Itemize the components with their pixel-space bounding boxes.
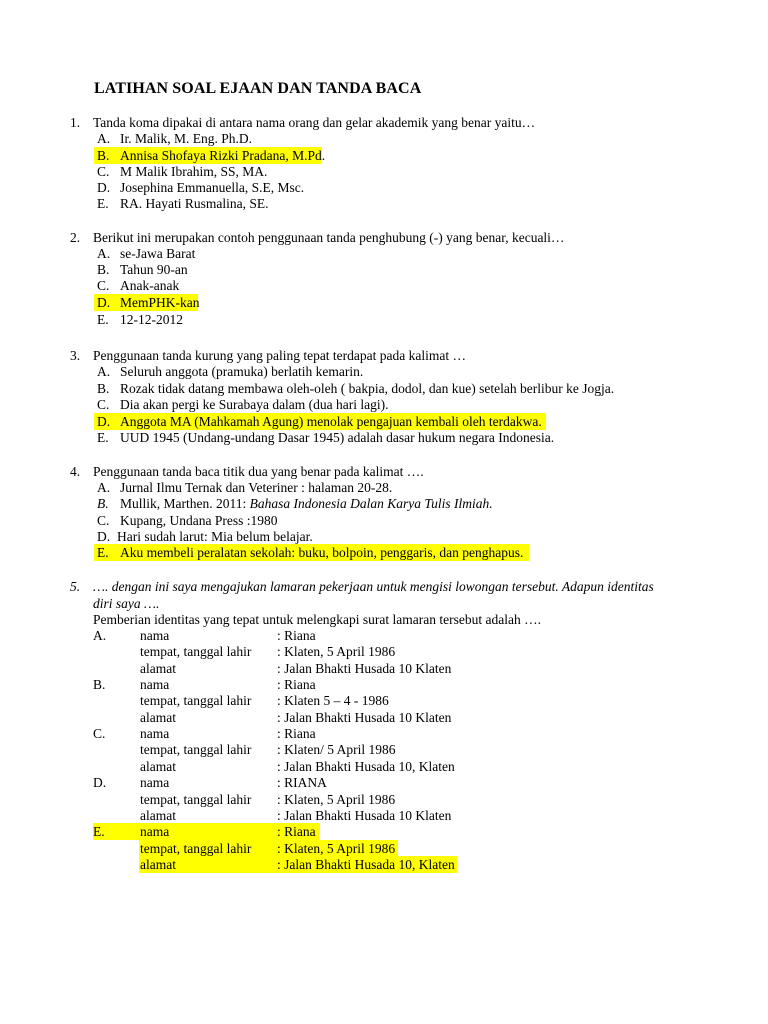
option-label: C. — [97, 278, 110, 293]
option-text-correct: Aku membeli peralatan sekolah: buku, bolpoin, penggaris, dan penghapus. — [120, 545, 524, 560]
page-title: LATIHAN SOAL EJAAN DAN TANDA BACA — [94, 80, 422, 97]
field-value: : Riana — [277, 726, 316, 741]
option-text: Anak-anak — [120, 278, 180, 293]
option-label: A. — [97, 364, 111, 379]
question-number: 4. — [70, 464, 81, 479]
option-label: B. — [97, 148, 110, 163]
option-text: se-Jawa Barat — [120, 246, 196, 261]
option-label: B. — [97, 496, 109, 511]
question-text: Tanda koma dipakai di antara nama orang dan gelar akademik yang benar yaitu… — [93, 115, 536, 130]
field-value: : Riana — [277, 824, 316, 839]
field-key: nama — [140, 726, 170, 741]
option-text: Ir. Malik, M. Eng. Ph.D. — [120, 131, 253, 146]
option-text — [120, 495, 493, 512]
option-label: E. — [97, 196, 109, 211]
option-label: E. — [97, 545, 109, 560]
option-label: D. — [97, 529, 111, 544]
option-label: A. — [97, 480, 111, 495]
field-value: : Klaten, 5 April 1986 — [277, 644, 396, 659]
field-key: alamat — [140, 759, 176, 774]
option-text: Jurnal Ilmu Ternak dan Veteriner : halaman 20-28. — [120, 480, 393, 495]
option-text: RA. Hayati Rusmalina, SE. — [120, 196, 269, 211]
option-label: B. — [97, 262, 110, 277]
question-text: Pemberian identitas yang tepat untuk melengkapi surat lamaran tersebut adalah …. — [93, 612, 541, 627]
option-label: A. — [97, 246, 111, 261]
option-text: Hari sudah larut: Mia belum belajar. — [117, 529, 313, 544]
option-label: A. — [97, 131, 111, 146]
option-text-correct: Anggota MA (Mahkamah Agung) menolak pengajuan kembali oleh terdakwa. — [120, 414, 542, 429]
question-number: 2. — [70, 230, 81, 245]
question-text: Penggunaan tanda kurung yang paling tepat terdapat pada kalimat … — [93, 348, 467, 363]
option-text-correct: MemPHK-kan — [120, 295, 200, 310]
question-intro: …. dengan ini saya mengajukan lamaran pekerjaan untuk mengisi lowongan tersebut. Adapun identitas — [93, 579, 654, 594]
option-label: E. — [93, 824, 105, 839]
question-intro: diri saya …. — [93, 596, 160, 611]
option-label: E. — [97, 312, 109, 327]
citation-title: Bahasa Indonesia Dalan Karya Tulis Ilmiah. — [249, 496, 493, 511]
field-value: : Jalan Bhakti Husada 10, Klaten — [277, 759, 455, 774]
field-value: : Klaten/ 5 April 1986 — [277, 742, 396, 757]
option-label: D. — [97, 295, 111, 310]
option-label: D. — [93, 775, 107, 790]
option-text: Seluruh anggota (pramuka) berlatih kemarin. — [120, 364, 364, 379]
field-key: alamat — [140, 857, 176, 872]
option-text-correct: Annisa Shofaya Rizki Pradana, M.Pd. — [120, 148, 326, 163]
option-text: Kupang, Undana Press :1980 — [120, 513, 278, 528]
field-key: tempat, tanggal lahir — [140, 644, 252, 659]
question-number: 3. — [70, 348, 81, 363]
field-key: tempat, tanggal lahir — [140, 792, 252, 807]
field-value: : Klaten 5 – 4 - 1986 — [277, 693, 389, 708]
question-number: 5. — [70, 579, 81, 594]
question-number: 1. — [70, 115, 81, 130]
field-value: : Jalan Bhakti Husada 10 Klaten — [277, 661, 452, 676]
field-key: nama — [140, 677, 170, 692]
field-key: nama — [140, 628, 170, 643]
field-value: : Jalan Bhakti Husada 10, Klaten — [277, 857, 455, 872]
field-value: : Jalan Bhakti Husada 10 Klaten — [277, 808, 452, 823]
field-value: : Klaten, 5 April 1986 — [277, 841, 396, 856]
field-key: tempat, tanggal lahir — [140, 742, 252, 757]
field-key: nama — [140, 824, 170, 839]
option-label: B. — [97, 381, 110, 396]
field-value: : Riana — [277, 677, 316, 692]
citation-author: Mullik, Marthen. 2011: — [120, 496, 250, 511]
option-text: Tahun 90-an — [120, 262, 188, 277]
option-label: C. — [97, 164, 110, 179]
option-label: B. — [93, 677, 106, 692]
field-key: alamat — [140, 710, 176, 725]
field-value: : Jalan Bhakti Husada 10 Klaten — [277, 710, 452, 725]
field-key: nama — [140, 775, 170, 790]
option-text: Rozak tidak datang membawa oleh-oleh ( bakpia, dodol, dan kue) setelah berlibur ke Jogja. — [120, 381, 615, 396]
field-key: tempat, tanggal lahir — [140, 693, 252, 708]
option-text: Dia akan pergi ke Surabaya dalam (dua hari lagi). — [120, 397, 389, 412]
option-label: C. — [93, 726, 106, 741]
option-label: C. — [97, 513, 110, 528]
question-text: Berikut ini merupakan contoh penggunaan tanda penghubung (-) yang benar, kecuali… — [93, 230, 565, 245]
option-text: 12-12-2012 — [120, 312, 183, 327]
option-text: M Malik Ibrahim, SS, MA. — [120, 164, 268, 179]
option-label: D. — [97, 180, 111, 195]
field-key: alamat — [140, 661, 176, 676]
question-text: Penggunaan tanda baca titik dua yang benar pada kalimat …. — [93, 464, 424, 479]
field-key: tempat, tanggal lahir — [140, 841, 252, 856]
field-value: : Riana — [277, 628, 316, 643]
option-text: UUD 1945 (Undang-undang Dasar 1945) adalah dasar hukum negara Indonesia. — [120, 430, 555, 445]
option-label: C. — [97, 397, 110, 412]
option-label: A. — [93, 628, 107, 643]
option-label: D. — [97, 414, 111, 429]
field-value: : Klaten, 5 April 1986 — [277, 792, 396, 807]
option-text: Josephina Emmanuella, S.E, Msc. — [120, 180, 305, 195]
field-value: : RIANA — [277, 775, 327, 790]
field-key: alamat — [140, 808, 176, 823]
option-label: E. — [97, 430, 109, 445]
